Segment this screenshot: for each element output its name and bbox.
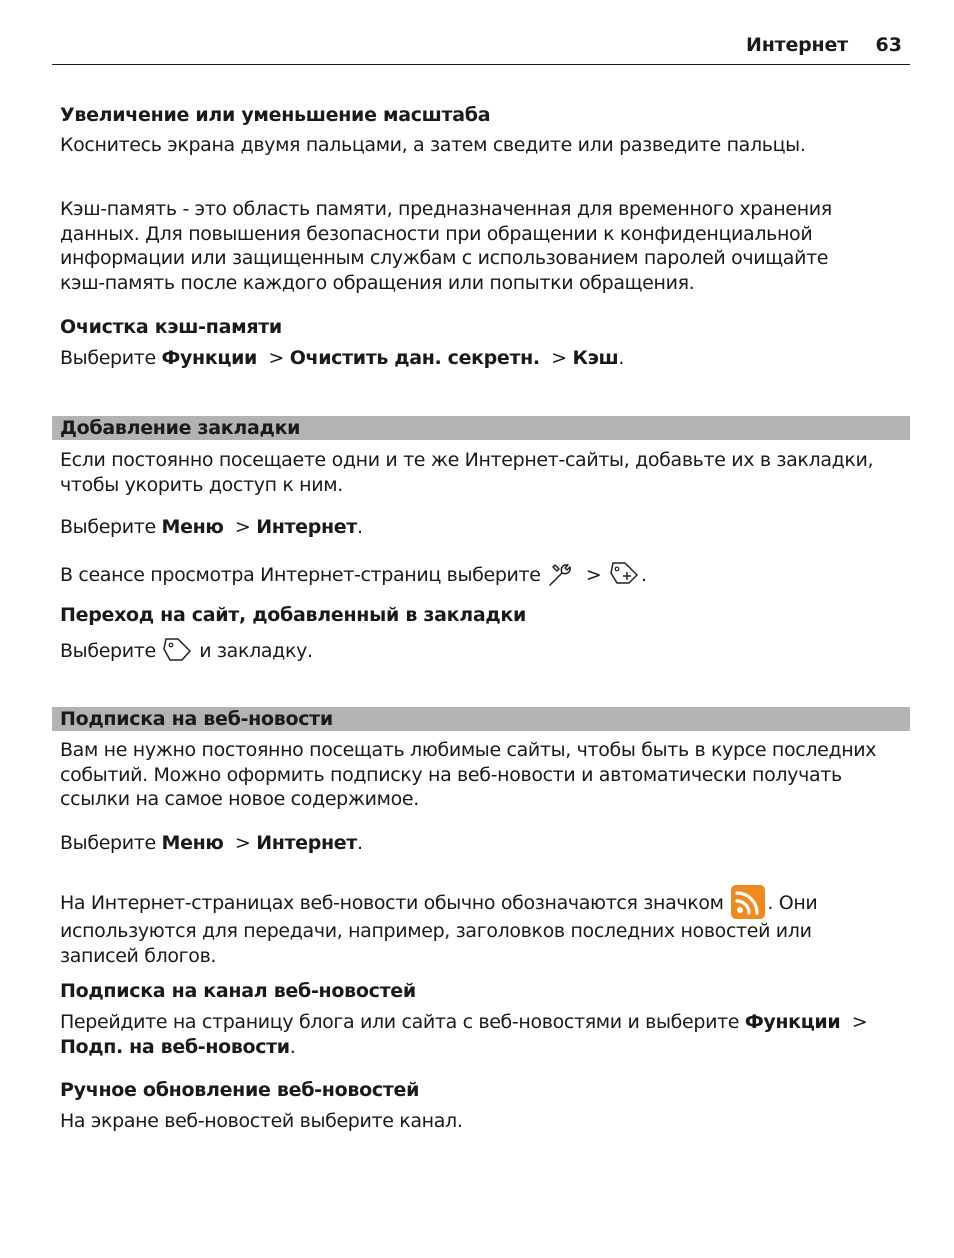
bookmark-icon <box>162 635 194 670</box>
feeds-intro-line-1: Вам не нужно постоянно посещать любимые сайты, чтобы быть в курсе последних <box>60 739 877 761</box>
cache-line-4: кэш-память после каждого обращения или попытки обращения. <box>60 271 695 294</box>
feeds-intro <box>60 738 910 812</box>
zoom-heading: Увеличение или уменьшение масштаба <box>60 104 491 126</box>
cache-paragraph <box>60 197 910 295</box>
menu-option: Меню <box>161 516 224 538</box>
path-separator: > <box>268 347 284 369</box>
bookmark-intro-line-1: Если постоянно посещаете одни и те же Интернет-сайты, добавьте их в закладки, <box>60 449 874 471</box>
section-bar-bookmark <box>52 416 910 440</box>
period: . <box>356 832 363 854</box>
subscribe-steps <box>60 1010 910 1059</box>
feeds-section-title: Подписка на веб-новости <box>60 708 333 730</box>
path-separator: > <box>234 832 251 854</box>
feeds-icon-text: На Интернет-страницах веб-новости обычно обозначаются значком <box>60 892 724 914</box>
cache-line-3: информации или защищенным службам с использованием паролей очищайте <box>60 247 829 269</box>
goto-step <box>60 635 910 670</box>
period: . <box>356 516 363 538</box>
clear-cache-steps <box>60 346 910 371</box>
feeds-menu-path <box>60 831 910 856</box>
page-number: 63 <box>875 34 902 56</box>
session-text: В сеансе просмотра Интернет-страниц выберите <box>60 564 541 586</box>
wrench-icon <box>546 561 574 594</box>
bookmark-menu-path <box>60 515 910 540</box>
path-separator: > <box>851 1011 868 1033</box>
feeds-intro-line-2: событий. Можно оформить подписку на веб-новости и автоматически получать <box>60 763 842 786</box>
bookmark-intro <box>60 448 910 497</box>
select-word: Выберите <box>60 640 156 662</box>
bookmark-section-title: Добавление закладки <box>60 417 301 439</box>
clear-cache-heading: Очистка кэш-памяти <box>60 316 282 338</box>
select-word: Выберите <box>60 832 156 854</box>
feeds-icon-line-2: используются для передачи, например, заголовков последних новостей или <box>60 920 812 942</box>
section-bar-feeds <box>52 707 910 731</box>
manual-update-heading: Ручное обновление веб-новостей <box>60 1079 420 1101</box>
period: . <box>640 564 647 586</box>
bookmark-intro-line-2: чтобы укорить доступ к ним. <box>60 473 343 496</box>
goto-rest: и закладку. <box>199 640 313 662</box>
cache-line-1: Кэш-память - это область памяти, предназначенная для временного хранения <box>60 198 832 220</box>
feeds-icon-line-3: записей блогов. <box>60 944 217 967</box>
functions-option: Функции <box>744 1011 841 1033</box>
cache-line-2: данных. Для повышения безопасности при обращении к конфиденциальной <box>60 222 813 245</box>
functions-option: Функции <box>161 347 258 369</box>
feeds-icon-text-end: . Они <box>767 892 818 914</box>
subscribe-feed-option: Подп. на веб-новости <box>60 1035 290 1058</box>
add-bookmark-icon <box>607 559 641 594</box>
subscribe-heading: Подписка на канал веб-новостей <box>60 980 416 1002</box>
rss-feed-icon <box>731 885 765 919</box>
select-word: Выберите <box>60 347 156 369</box>
path-separator: > <box>234 516 251 538</box>
cache-option: Кэш <box>572 347 619 369</box>
section-title: Интернет <box>746 34 848 56</box>
subscribe-text: Перейдите на страницу блога или сайта с веб-новостями и выберите <box>60 1011 740 1033</box>
subscribe-line-1 <box>60 1010 910 1035</box>
feeds-intro-line-3: ссылки на самое новое содержимое. <box>60 788 419 810</box>
clear-private-data-option: Очистить дан. секретн. <box>289 347 540 369</box>
select-word: Выберите <box>60 516 156 538</box>
internet-option: Интернет <box>256 832 357 854</box>
zoom-text: Коснитесь экрана двумя пальцами, а затем сведите или разведите пальцы. <box>60 134 806 156</box>
manual-update-text: На экране веб-новостей выберите канал. <box>60 1110 463 1132</box>
path-separator: > <box>585 564 602 586</box>
feeds-icon-paragraph <box>60 885 910 968</box>
subscribe-line-2 <box>60 1035 910 1060</box>
internet-option: Интернет <box>256 516 357 538</box>
bookmark-session-step <box>60 559 910 594</box>
period: . <box>289 1035 296 1058</box>
feeds-icon-line-1 <box>60 885 910 919</box>
page-header <box>52 34 910 65</box>
period: . <box>618 347 625 369</box>
path-separator: > <box>551 347 567 369</box>
goto-heading: Переход на сайт, добавленный в закладки <box>60 604 527 626</box>
menu-option: Меню <box>161 832 224 854</box>
